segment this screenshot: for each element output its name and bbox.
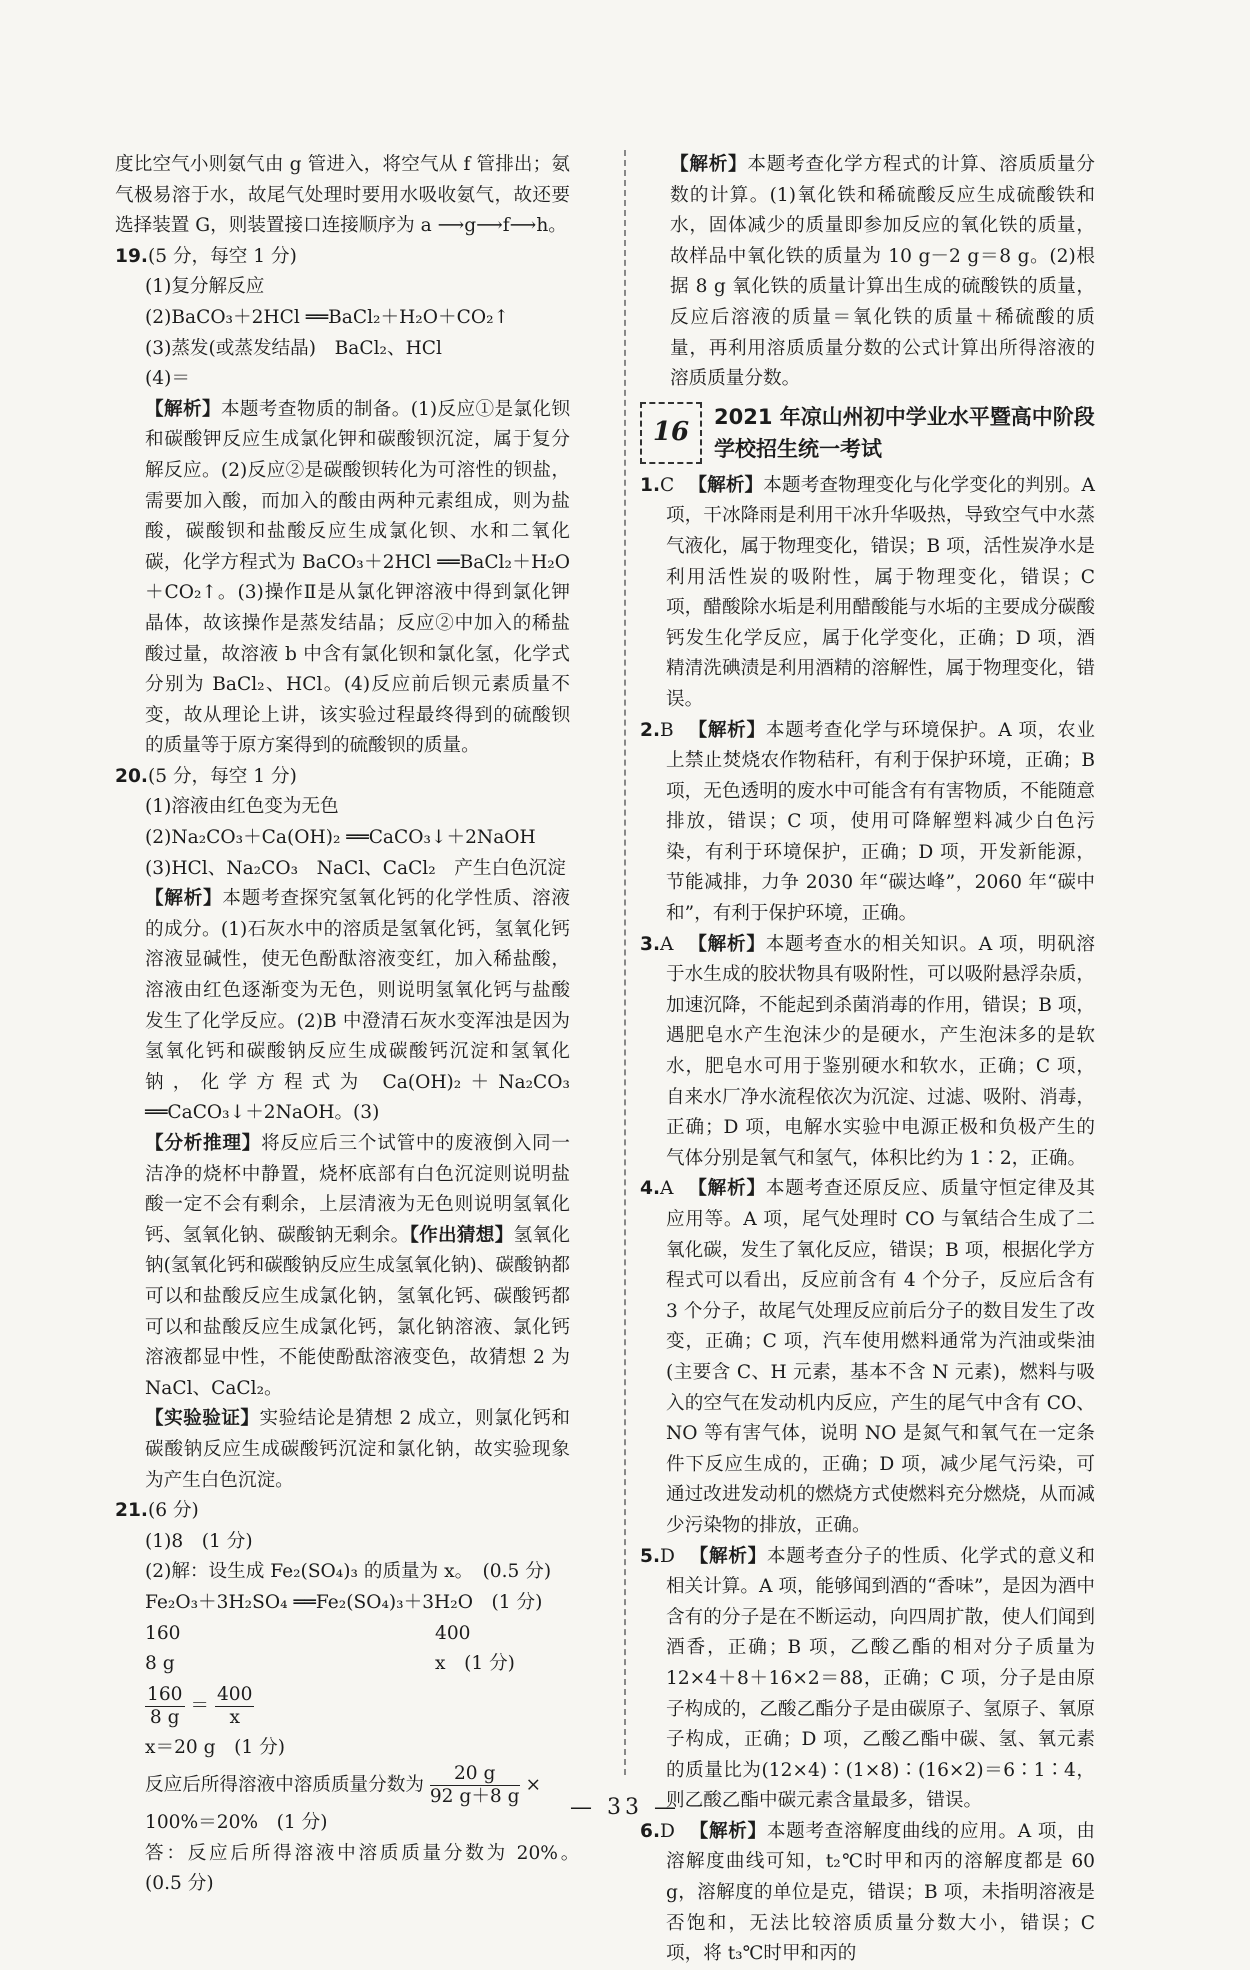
fraction-numerator: 160 (147, 1683, 183, 1705)
q20-score: (5 分，每空 1 分) (147, 765, 297, 787)
q19-answer-3: (3)蒸发(或蒸发结晶) BaCl₂、HCl (145, 337, 442, 359)
analysis-tag: 【解析】 (145, 888, 223, 910)
hypothesis-tag: 【作出猜想】 (409, 1224, 514, 1246)
answer-item (640, 930, 1095, 1175)
item-analysis: 本题考查水的相关知识。A 项，明矾溶于水生成的胶状物具有吸附性，可以吸附悬浮杂质，加速沉降，不能起到杀菌消毒的作用，错误；B 项，遇肥皂水产生泡沫少的是硬水，产生泡沫多的是软水，肥皂水可用于鉴别硬水和软水，正确；C 项，自来水厂净水流程依次为沉淀、过滤、吸附、消毒，正确；D 项，电解水实验中电源正极和负极产生的气体分别是氧气和氢气，体积比约为 1∶2，正确。 (666, 933, 1095, 1169)
q21-answer-1: (1)8 (1 分) (145, 1530, 253, 1552)
fraction-denominator: 8 g (149, 1706, 180, 1728)
exam-section-header (640, 401, 1095, 465)
q20-verification (115, 1404, 570, 1496)
q19-answer-4: (4)＝ (145, 368, 190, 390)
exam-number-badge: 16 (640, 402, 702, 464)
q21-analysis-text: 本题考查化学方程式的计算、溶质质量分数的计算。(1)氧化铁和稀硫酸反应生成硫酸铁和水，固体减少的质量即参加反应的氧化铁的质量，故样品中氧化铁的质量为 10 g－2 g＝8 g。(2)根据 8 g 氧化铁的质量计算出生成的硫酸铁的质量，反应后溶液的质量＝氧化铁的质量＋稀硫酸的质量，再利用溶质质量分数的公式计算出所得溶液的溶质质量分数。 (670, 154, 1095, 390)
ratio-400: 400 (435, 1622, 471, 1644)
q19-analysis (115, 395, 570, 762)
q20-answer-1: (1)溶液由红色变为无色 (145, 796, 339, 818)
analysis-tag: 【解析】 (688, 1545, 768, 1567)
item-number: 4. (640, 1178, 661, 1200)
q19-score: (5 分，每空 1 分) (147, 245, 297, 267)
q19-number: 19. (115, 245, 148, 267)
answer-item (640, 1542, 1095, 1817)
q21-percentage-result: 100%＝20% (1 分) (145, 1812, 328, 1834)
q21-score: (6 分) (147, 1500, 199, 1522)
q21-equation: Fe₂O₃＋3H₂SO₄ ══Fe₂(SO₄)₃＋3H₂O (1 分) (145, 1591, 543, 1613)
item-analysis: 本题考查物理变化与化学变化的判别。A 项，干冰降雨是利用干冰升华吸热，导致空气中水蒸气液化，属于物理变化，错误；B 项，活性炭净水是利用活性炭的吸附性，属于物理变化，错误；C 项，醋酸除水垢是利用醋酸能与水垢的主要成分碳酸钙发生化学反应，属于化学变化，正确；D 项，酒精清洗碘渍是利用酒精的溶解性，属于物理变化，错误。 (666, 474, 1095, 710)
ratio-x: x (1 分) (435, 1653, 515, 1675)
answer-list (640, 471, 1095, 1970)
q20-answer-2: (2)Na₂CO₃＋Ca(OH)₂ ══CaCO₃↓＋2NaOH (145, 827, 536, 849)
analysis-tag: 【解析】 (687, 1178, 766, 1200)
fraction-numerator: 400 (216, 1683, 253, 1705)
q19-header (115, 242, 570, 273)
right-column (640, 150, 1095, 1970)
q21-answer-2: (2)解：设生成 Fe₂(SO₄)₃ 的质量为 x。 (0.5 分) (145, 1561, 552, 1583)
item-number: 1. (640, 474, 661, 496)
q20-reasoning (115, 1129, 570, 1404)
fraction-numerator: 20 g (430, 1763, 520, 1786)
item-analysis: 本题考查分子的性质、化学式的意义和相关计算。A 项，能够闻到酒的“香味”，是因为酒中含有的分子是在不断运动，向四周扩散，使人们闻到酒香，正确；B 项，乙酸乙酯的相对分子质量为 12×4＋8＋16×2＝88，正确；C 项，分子是由原子构成的，乙酸乙酯分子是由碳原子、氢原子、氧原子构成，正确；D 项，乙酸乙酯中碳、氢、氧元素的质量比为(12×4)∶(1×8)∶(16×2)＝6∶1∶4，则乙酸乙酯中碳元素含量最多，错误。 (666, 1545, 1095, 1812)
item-answer: D (660, 1545, 675, 1567)
ratio-160: 160 (145, 1622, 181, 1644)
analysis-tag: 【解析】 (688, 1820, 767, 1842)
q21-proportion (115, 1684, 570, 1729)
q21-final-answer: 答：反应后所得溶液中溶质质量分数为 20%。 (0.5 分) (145, 1842, 589, 1895)
q20-hypothesis-text: 氢氧化钠(氢氧化钙和碳酸钠反应生成氢氧化钠)、碳酸钠都可以和盐酸反应生成氯化钠，氢氧化钙、碳酸钙都可以和盐酸反应生成氯化钙，氯化钠溶液、氯化钙溶液都显中性，不能使酚酞溶液变色，故猜想 2 为 NaCl、CaCl₂。 (145, 1224, 570, 1399)
item-answer: C (660, 474, 675, 496)
fraction-160-8g (145, 1684, 185, 1729)
item-analysis: 本题考查化学与环境保护。A 项，农业上禁止焚烧农作物秸秆，有利于保护环境，正确；B 项，无色透明的废水中可能含有有害物质，不能随意排放，错误；C 项，使用可降解塑料减少白色污染，有利于环境保护，正确；D 项，开发新能源，节能减排，力争 2030 年“碳达峰”，2060 年“碳中和”，有利于保护环境，正确。 (666, 719, 1095, 925)
item-answer: B (660, 719, 674, 741)
times-sign: × (525, 1774, 542, 1796)
q21-analysis (640, 150, 1095, 395)
q20-header (115, 762, 570, 793)
item-answer: D (660, 1820, 675, 1842)
q21-x-value: x＝20 g (1 分) (145, 1736, 285, 1758)
analysis-tag: 【解析】 (670, 154, 748, 175)
page-number: — 33 — (570, 1795, 680, 1820)
item-number: 3. (640, 933, 661, 955)
answer-item (640, 1817, 1095, 1970)
item-analysis: 本题考查溶解度曲线的应用。A 项，由溶解度曲线可知，t₂℃时甲和丙的溶解度都是 60 g，溶解度的单位是克，错误；B 项，未指明溶液是否饱和，无法比较溶质质量分数大小，错误；C 项，将 t₃℃时甲和丙的 (666, 1820, 1095, 1965)
q21-header (115, 1496, 570, 1527)
q21-ratio-row-1 (115, 1619, 570, 1650)
reasoning-tag: 【分析推理】 (145, 1133, 262, 1154)
q21-ratio-row-2 (115, 1649, 570, 1680)
item-answer: A (660, 1178, 674, 1200)
q19-answer-1: (1)复分解反应 (145, 276, 265, 298)
verification-tag: 【实验验证】 (145, 1408, 260, 1430)
q19-analysis-text: 本题考查物质的制备。(1)反应①是氯化钡和碳酸钾反应生成氯化钾和碳酸钡沉淀，属于复分解反应。(2)反应②是碳酸钡转化为可溶性的钡盐，需要加入酸，而加入的酸由两种元素组成，则为盐酸，碳酸钡和盐酸反应生成氯化钡、水和二氧化碳，化学方程式为 BaCO₃＋2HCl ══BaCl₂＋H₂O＋CO₂↑。(3)操作Ⅱ是从氯化钾溶液中得到氯化钾晶体，故该操作是蒸发结晶；反应②中加入的稀盐酸过量，故溶液 b 中含有氯化钡和氯化氢，化学式分别为 BaCl₂、HCl。(4)反应前后钡元素质量不变，故从理论上讲，该实验过程最终得到的硫酸钡的质量等于原方案得到的硫酸钡的质量。 (145, 398, 570, 757)
percentage-prefix: 反应后所得溶液中溶质质量分数为 (145, 1774, 424, 1796)
q20-number: 20. (115, 765, 148, 787)
item-number: 6. (640, 1820, 661, 1842)
intro-paragraph: 度比空气小则氨气由 g 管进入，将空气从 f 管排出；氨气极易溶于水，故尾气处理时要用水吸收氨气，故还要选择装置 G，则装置接口连接顺序为 a ⟶g⟶f⟶h。 (115, 154, 570, 237)
analysis-tag: 【解析】 (145, 398, 221, 420)
q21-number: 21. (115, 1500, 148, 1522)
item-answer: A (660, 933, 674, 955)
column-divider (624, 150, 626, 1775)
q19-answer-2: (2)BaCO₃＋2HCl ══BaCl₂＋H₂O＋CO₂↑ (145, 306, 510, 328)
q20-answer-3: (3)HCl、Na₂CO₃ NaCl、CaCl₂ 产生白色沉淀 (145, 857, 566, 879)
analysis-tag: 【解析】 (687, 719, 766, 741)
analysis-tag: 【解析】 (687, 933, 766, 955)
fraction-denominator: 92 g＋8 g (429, 1786, 520, 1808)
equals-sign: ＝ (190, 1695, 210, 1717)
q20-reasoning-text: 将反应后三个试管中的废液倒入同一洁净的烧杯中静置，烧杯底部有白色沉淀则说明盐酸一定不会有剩余，上层清液为无色则说明氢氧化钙、氢氧化钠、碳酸钠无剩余。 (145, 1133, 570, 1246)
item-number: 2. (640, 719, 661, 741)
q20-verification-text: 实验结论是猜想 2 成立，则氯化钙和碳酸钠反应生成碳酸钙沉淀和氯化钠，故实验现象为产生白色沉淀。 (145, 1408, 570, 1491)
fraction-400-x (215, 1684, 255, 1729)
answer-item (640, 716, 1095, 930)
left-column (115, 150, 589, 1900)
item-number: 5. (640, 1545, 661, 1567)
exam-title: 2021 年凉山州初中学业水平暨高中阶段学校招生统一考试 (714, 404, 1095, 461)
fraction-denominator: x (229, 1706, 240, 1728)
q20-analysis (115, 884, 570, 1129)
q20-analysis-text: 本题考查探究氢氧化钙的化学性质、溶液的成分。(1)石灰水中的溶质是氢氧化钙，氢氧化钙溶液显碱性，使无色酚酞溶液变红，加入稀盐酸，溶液由红色逐渐变为无色，则说明氢氧化钙与盐酸发生了化学反应。(2)B 中澄清石灰水变浑浊是因为氢氧化钙和碳酸钠反应生成碳酸钙沉淀和氢氧化钠，化学方程式为 Ca(OH)₂＋Na₂CO₃ ══CaCO₃↓＋2NaOH。(3) (145, 888, 570, 1124)
ratio-8g: 8 g (145, 1653, 175, 1675)
answer-item (640, 471, 1095, 716)
analysis-tag: 【解析】 (688, 474, 764, 496)
item-analysis: 本题考查还原反应、质量守恒定律及其应用等。A 项，尾气处理时 CO 与氧结合生成了二氧化碳，发生了氧化反应，错误；B 项，根据化学方程式可以看出，反应前含有 4 个分子，反应后含有 3 个分子，故尾气处理反应前后分子的数目发生了改变，正确；C 项，汽车使用燃料通常为汽油或柴油(主要含 C、H 元素，基本不含 N 元素)，燃料与吸入的空气在发动机内反应，产生的尾气中含有 CO、NO 等有害气体，说明 NO 是氮气和氧气在一定条件下反应生成的，正确；D 项，减少尾气污染，可通过改进发动机的燃烧方式使燃料充分燃烧，从而减少污染物的排放，正确。 (666, 1178, 1095, 1536)
answer-item (640, 1174, 1095, 1541)
